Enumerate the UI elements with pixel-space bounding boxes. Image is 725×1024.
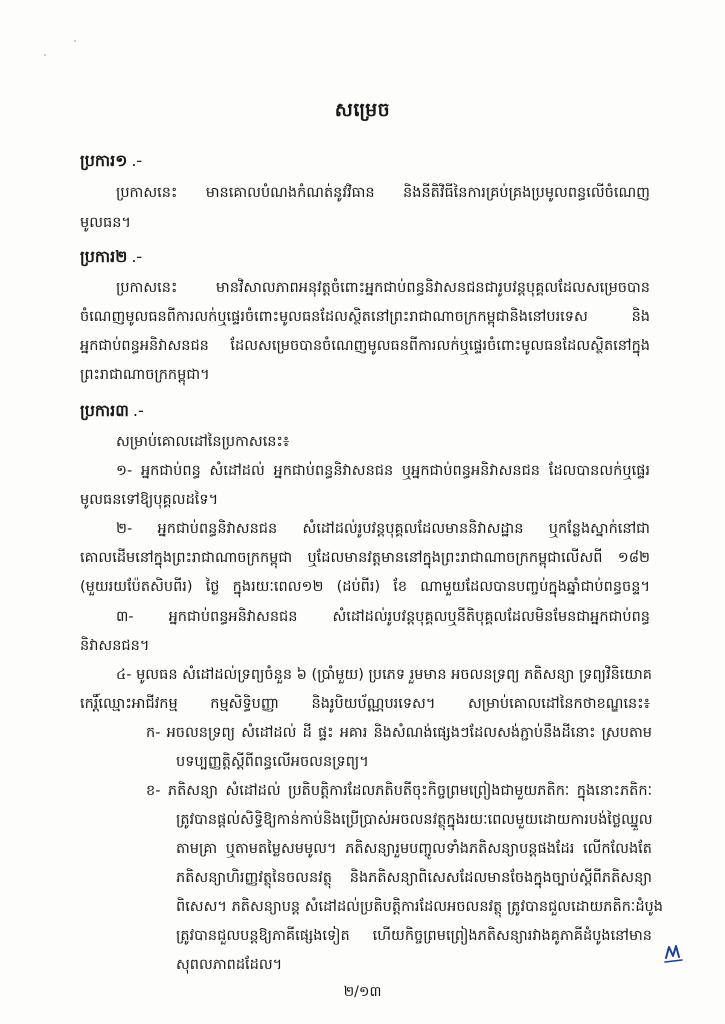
- article-2-label: ប្រការ២: [80, 247, 128, 266]
- article-3-line: មូលធនទៅឱ្យបុគ្គលដទៃ។: [80, 492, 219, 508]
- article-1-line: មូលធន។: [80, 215, 131, 231]
- article-3-subline: ពិសេស។ ភតិសន្យាបន្ត សំដៅដល់ប្រតិបត្តិការដែលអចលនវត្ថុ ត្រូវបានជួលដោយភតិកៈដំបូង: [176, 899, 663, 915]
- article-3-subline: តាមគ្រា ឬតាមតម្លៃសមមូល។ ភតិសន្យារួមបញ្ចូលទាំងភតិសន្យាបន្តផងដែរ លើកលែងតែ: [176, 841, 652, 857]
- article-3-line: កេរ្តិ៍ឈ្មោះអាជីវកម្ម កម្មសិទ្ធិបញ្ញា និងរូបិយប័ណ្ណបរទេស។ សម្រាប់គោលដៅនៃកថាខណ្ឌនេះ៖: [80, 696, 650, 712]
- article-2-line: ចំណេញមូលធនពីការលក់ឬផ្ទេរចំពោះមូលធនដែលស្ថិតនៅព្រះរាជាណាចក្រកម្ពុជានិងនៅបរទេស និង: [80, 309, 650, 325]
- article-3-subline: បទប្បញ្ញត្តិស្តីពីពន្ធលើអចលនទ្រព្យ។: [176, 754, 369, 770]
- article-3-subline: ត្រូវបានផ្តល់សិទ្ធិឱ្យកាន់កាប់និងប្រើប្រាស់អចលនវត្ថុក្នុងរយៈពេលមួយដោយការបង់ថ្លៃឈ្នួល: [176, 812, 653, 828]
- article-3-line: គោលដើមនៅក្នុងព្រះរាជាណាចក្រកម្ពុជា ឬដែលមានវត្តមាននៅក្នុងព្រះរាជាណាចក្រកម្ពុជាលើសពី ១៨២: [80, 550, 650, 566]
- article-3-line: (មួយរយប៉ែតសិបពីរ) ថ្ងៃ ក្នុងរយៈពេល១២ (ដប់ពីរ) ខែ ណាមួយដែលបានបញ្ចប់ក្នុងឆ្នាំជាប់ពន្ធចន្ទ។: [80, 579, 650, 595]
- article-2-line: ព្រះរាជាណាចក្រកម្ពុជា។: [80, 367, 210, 383]
- page-number: ២/១៣: [343, 984, 382, 1000]
- article-3-line: ៤- មូលធន សំដៅដល់ទ្រព្យចំនួន ៦ (ប្រាំមួយ) ប្រភេទ រួមមាន អចលនទ្រព្យ ភតិសន្យា ទ្រព្យវិនិយោគ: [116, 667, 653, 683]
- article-2-line: អ្នកជាប់ពន្ធអនិវាសនជន ដែលសម្រេចបានចំណេញមូលធនពីការលក់ឬផ្ទេរចំពោះមូលធនដែលស្ថិតនៅក្នុង: [80, 338, 650, 354]
- article-1-heading: ប្រការ១ .-: [80, 151, 143, 170]
- article-3-label: ប្រការ៣: [80, 401, 129, 420]
- scan-speck: [74, 40, 76, 42]
- article-3-subline: ភតិសន្យាហិរញ្ញវត្ថុនៃចលនវត្ថុ និងភតិសន្យាពិសេសដែលមានចែងក្នុងច្បាប់ស្តីពីភតិសន្យា: [176, 870, 652, 886]
- article-1-label: ប្រការ១: [80, 151, 128, 170]
- article-3-line: ២- អ្នកជាប់ពន្ធនិវាសនជន សំដៅដល់រូបវន្តបុគ្គលដែលមាននិវាសដ្ឋាន ឬកន្លែងស្នាក់នៅជា: [116, 521, 650, 537]
- article-3-subline: ត្រូវបានជួលបន្តឱ្យភាគីផ្សេងទៀត ហើយកិច្ចព្រមព្រៀងភតិសន្យារវាងគូភាគីដំបូងនៅមាន: [176, 928, 652, 944]
- article-3-subline: ខ- ភតិសន្យា សំដៅដល់ ប្រតិបត្តិការដែលភតិបតីចុះកិច្ចព្រមព្រៀងជាមួយភតិកៈ ក្នុងនោះភតិកៈ: [146, 783, 652, 799]
- scan-speck: [44, 54, 46, 56]
- article-2-line: ប្រកាសនេះ មានវិសាលភាពអនុវត្តចំពោះអ្នកជាប់ពន្ធនិវាសនជនជារូបវន្តបុគ្គលដែលសម្រេចបាន: [116, 280, 650, 296]
- article-1-line: ប្រកាសនេះ មានគោលបំណងកំណត់នូវវិធាន និងនីតិវិធីនៃការគ្រប់គ្រងប្រមូលពន្ធលើចំណេញ: [116, 185, 650, 201]
- article-3-heading: ប្រការ៣ .-: [80, 401, 144, 420]
- article-3-subline: សុពលភាពដដែល។: [176, 957, 283, 973]
- article-3-line: ១- អ្នកជាប់ពន្ធ សំដៅដល់ អ្នកជាប់ពន្ធនិវាសនជន ឬអ្នកជាប់ពន្ធអនិវាសនជន ដែលបានលក់ឬផ្ទេរ: [116, 463, 650, 479]
- decision-title: សម្រេច: [334, 99, 391, 121]
- article-3-intro: សម្រាប់គោលដៅនៃប្រកាសនេះ៖: [116, 434, 290, 450]
- handwritten-initials-mark: [664, 942, 684, 964]
- article-2-heading: ប្រការ២ .-: [80, 247, 143, 266]
- article-3-line: និវាសនជន។: [80, 638, 150, 654]
- article-3-subline: ក- អចលនទ្រព្យ សំដៅដល់ ដី ផ្ទះ អគារ និងសំណង់ផ្សេងៗដែលសង់ភ្ជាប់នឹងដីនោះ ស្របតាម: [146, 725, 652, 741]
- article-3-line: ៣- អ្នកជាប់ពន្ធអនិវាសនជន សំដៅដល់រូបវន្តបុគ្គលឬនីតិបុគ្គលដែលមិនមែនជាអ្នកជាប់ពន្ធ: [116, 609, 650, 625]
